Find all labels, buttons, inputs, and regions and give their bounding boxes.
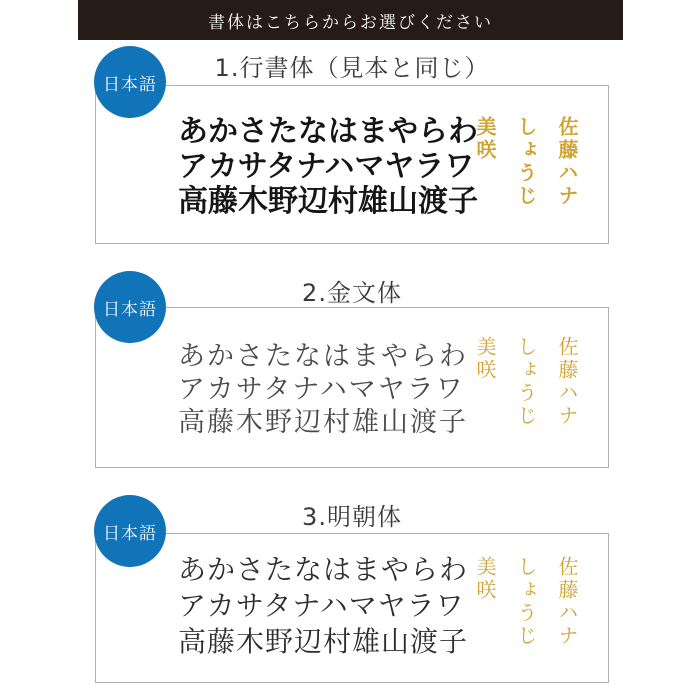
sample-box-gyosho [95, 85, 609, 244]
sample-line: あかさたなはまやらわ [178, 341, 468, 372]
name-column: 美咲 [473, 336, 497, 382]
engraved-name-samples [471, 336, 582, 436]
japanese-badge [94, 271, 166, 343]
japanese-badge [94, 46, 166, 118]
section-title-kinbun: 2.金文体 [302, 279, 402, 307]
header-title: 書体はこちらからお選びください [208, 12, 493, 33]
font-section-kinbun [0, 271, 700, 481]
sample-line: 高藤木野辺村雄山渡子 [178, 184, 478, 219]
sample-text-block [178, 114, 478, 219]
header-bar [78, 0, 623, 40]
name-column: 美咲 [473, 556, 497, 602]
sample-line: あかさたなはまやらわ [178, 553, 469, 586]
sample-box-kinbun [95, 307, 609, 468]
section-title-gyosho: 1.行書体（見本と同じ） [214, 54, 490, 82]
name-column: しょうじ [514, 116, 538, 208]
sample-line: アカサタナハマヤラワ [178, 149, 475, 184]
engraved-name-samples [471, 556, 582, 656]
section-title-mincho: 3.明朝体 [302, 503, 402, 531]
sample-line: アカサタナハマヤラワ [178, 589, 465, 622]
sample-text-block [178, 340, 468, 439]
name-column: 美咲 [473, 116, 497, 162]
sample-text-block [178, 552, 468, 660]
sample-line: 高藤木野辺村雄山渡子 [178, 407, 468, 438]
badge-label: 日本語 [103, 299, 157, 320]
font-section-mincho [0, 495, 700, 700]
name-column: しょうじ [514, 556, 538, 648]
sample-line: あかさたなはまやらわ [178, 114, 478, 149]
name-column: しょうじ [514, 336, 538, 428]
name-column: 佐藤ハナ [555, 336, 579, 428]
japanese-badge [94, 495, 166, 567]
name-column: 佐藤ハナ [555, 116, 579, 208]
font-section-gyosho [0, 46, 700, 256]
badge-label: 日本語 [103, 74, 157, 95]
badge-label: 日本語 [103, 523, 157, 544]
engraved-name-samples [471, 116, 582, 216]
sample-line: 高藤木野辺村雄山渡子 [178, 625, 469, 658]
sample-line: アカサタナハマヤラワ [178, 374, 465, 405]
sample-box-mincho [95, 533, 609, 683]
name-column: 佐藤ハナ [555, 556, 579, 648]
